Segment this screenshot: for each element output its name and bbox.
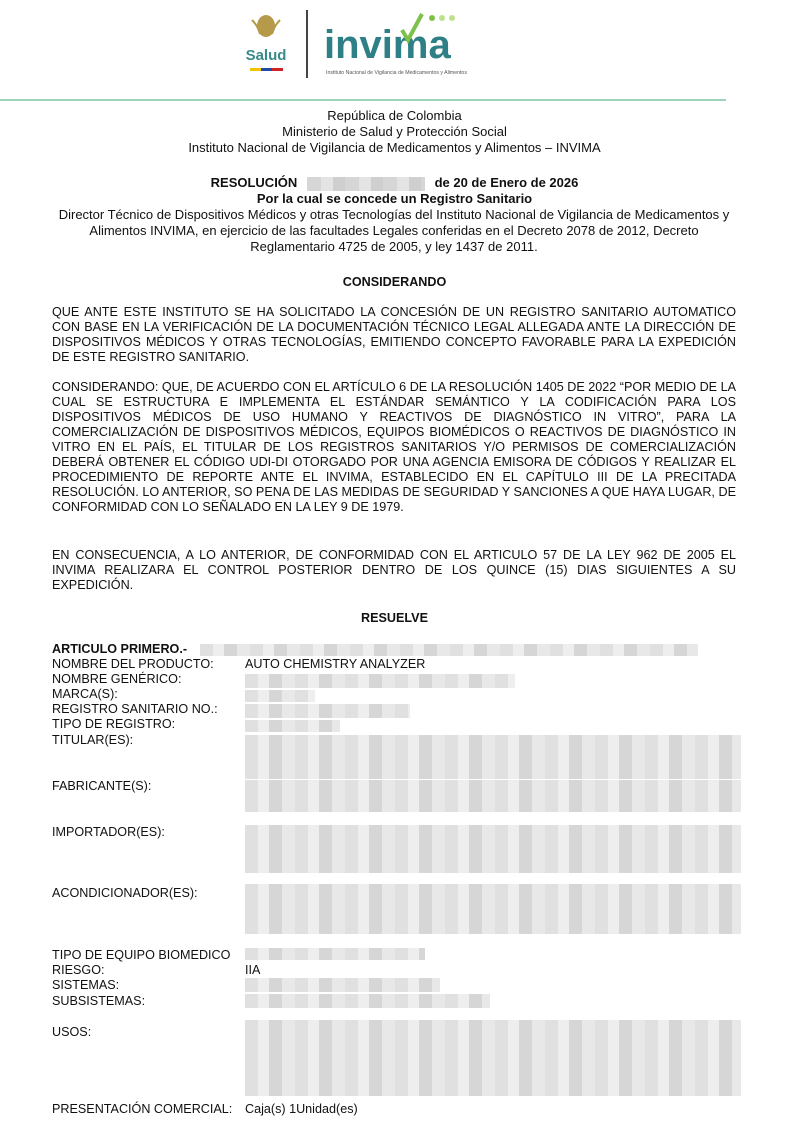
- redacted-titular: [245, 735, 741, 779]
- resolution-intro: Director Técnico de Dispositivos Médicos y otras Tecnologías del Instituto Nacional de Vigilancia de Medicamentos y Alimentos INVIMA, en ejercicio de las facultades Legales conferidas en el Decreto 2078 de 2012, Decreto Reglamentario 4725 de 2005, y ley 1437 de 2011.: [58, 207, 730, 254]
- heading-instituto: Instituto Nacional de Vigilancia de Medicamentos y Alimentos – INVIMA: [188, 140, 601, 155]
- value-nombre-producto: AUTO CHEMISTRY ANALYZER: [245, 657, 426, 671]
- salud-label: Salud: [245, 47, 287, 64]
- considerando-paragraph-3: EN CONSECUENCIA, A LO ANTERIOR, DE CONFORMIDAD CON EL ARTICULO 57 DE LA LEY 962 DE 2005 EL INVIMA REALIZARA EL CONTROL POSTERIOR DENTRO DE LOS QUINCE (15) DIAS SIGUIENTES A SU EXPEDICIÓN.: [52, 548, 736, 592]
- label-subsistemas: SUBSISTEMAS:: [52, 994, 146, 1008]
- redacted-subsistemas: [245, 994, 490, 1008]
- label-marca: MARCA(S):: [52, 687, 118, 701]
- resuelve-title: RESUELVE: [361, 611, 428, 625]
- article-primero: ARTICULO PRIMERO.-: [52, 642, 188, 656]
- label-nombre-generico: NOMBRE GENÉRICO:: [52, 672, 182, 686]
- salud-logo-icon: [238, 8, 294, 80]
- resolution-title: [0, 175, 789, 191]
- resolution-prefix: RESOLUCIÓN: [210, 175, 298, 190]
- label-tipo-equipo: TIPO DE EQUIPO BIOMEDICO: [52, 948, 231, 962]
- heading-ministerio: Ministerio de Salud y Protección Social: [282, 124, 507, 139]
- label-nombre-producto: NOMBRE DEL PRODUCTO:: [52, 657, 214, 671]
- label-riesgo: RIESGO:: [52, 963, 105, 977]
- considerando-title: CONSIDERANDO: [342, 275, 447, 289]
- label-tipo-registro: TIPO DE REGISTRO:: [52, 717, 176, 731]
- label-registro: REGISTRO SANITARIO NO.:: [52, 702, 218, 716]
- redacted-tipo-equipo: [245, 948, 425, 960]
- logo-divider: [306, 10, 308, 78]
- redacted-importador: [245, 825, 741, 873]
- label-titular: TITULAR(ES):: [52, 733, 134, 747]
- considerando-paragraph-2: CONSIDERANDO: QUE, DE ACUERDO CON EL ARTÍCULO 6 DE LA RESOLUCIÓN 1405 DE 2022 “POR MEDIO DE LA CUAL SE ESTRUCTURA E IMPLEMENTA EL ESTÁNDAR SEMÁNTICO Y LA CODIFICACIÓN PARA LOS DISPOSITIVOS MÉDICOS DE USO HUMANO Y REACTIVOS DE DIAGNÓSTICO IN VITRO”, PARA LA COMERCIALIZACIÓN DE DISPOSITIVOS MÉDICOS, EQUIPOS BIOMÉDICOS O REACTIVOS DE DIAGNÓSTICO IN VITRO EN EL PAÍS, EL TITULAR DE LOS REGISTROS SANITARIOS Y/O PERMISOS DE COMERCIALIZACIÓN DEBERÁ OBTENER EL CÓDIGO UDI-DI OTORGADO POR UNA AGENCIA EMISORA DE CÓDIGOS Y REALIZAR EL PROCEDIMIENTO DE REPORTE ANTE EL INVIMA, ESTABLECIDO EN EL CAPÍTULO III DE LA PRECITADA RESOLUCIÓN. LO ANTERIOR, SO PENA DE LAS MEDIDAS DE SEGURIDAD Y SANCIONES A QUE HAYA LUGAR, DE CONFORMIDAD CON LO SEÑALADO EN LA LEY 9 DE 1979.: [52, 380, 736, 514]
- header-rule: [0, 99, 726, 101]
- resolution-subtitle: Por la cual se concede un Registro Sanitario: [256, 191, 533, 206]
- redacted-tipo-registro: [245, 720, 340, 732]
- invima-label: invima: [324, 23, 451, 67]
- redacted-marca: [245, 690, 315, 702]
- value-presentacion: Caja(s) 1Unidad(es): [245, 1102, 358, 1116]
- redacted-registro: [245, 704, 410, 718]
- label-usos: USOS:: [52, 1025, 92, 1039]
- redacted-usos: [245, 1020, 741, 1096]
- invima-logo-icon: [322, 8, 482, 78]
- label-presentacion: PRESENTACIÓN COMERCIAL:: [52, 1102, 233, 1116]
- considerando-paragraph-1: QUE ANTE ESTE INSTITUTO SE HA SOLICITADO LA CONCESIÓN DE UN REGISTRO SANITARIO AUTOMATICO CON BASE EN LA VERIFICACIÓN DE LA DOCUMENTACIÓN TÉCNICO LEGAL ALLEGADA ANTE LA DIRECCIÓN DE DISPOSITIVOS MÉDICOS Y OTRAS TECNOLOGÍAS, EMITIENDO CONCEPTO FAVORABLE PARA LA EXPEDICIÓN DE ESTE REGISTRO SANITARIO.: [52, 305, 736, 364]
- redacted-article-text: [200, 644, 698, 656]
- label-sistemas: SISTEMAS:: [52, 978, 120, 992]
- resolution-date: de 20 de Enero de 2026: [434, 175, 579, 190]
- redacted-resolution-number: [307, 177, 425, 191]
- label-acondicionador: ACONDICIONADOR(ES):: [52, 886, 198, 900]
- redacted-nombre-generico: [245, 674, 515, 688]
- redacted-fabricante: [245, 780, 741, 812]
- redacted-acondicionador: [245, 884, 741, 934]
- label-importador: IMPORTADOR(ES):: [52, 825, 165, 839]
- redacted-sistemas: [245, 978, 440, 992]
- heading-republica: República de Colombia: [327, 108, 462, 123]
- label-fabricante: FABRICANTE(S):: [52, 779, 152, 793]
- invima-tagline: Instituto Nacional de Vigilancia de Medicamentos y Alimentos: [326, 70, 467, 76]
- value-riesgo: IIA: [245, 963, 261, 977]
